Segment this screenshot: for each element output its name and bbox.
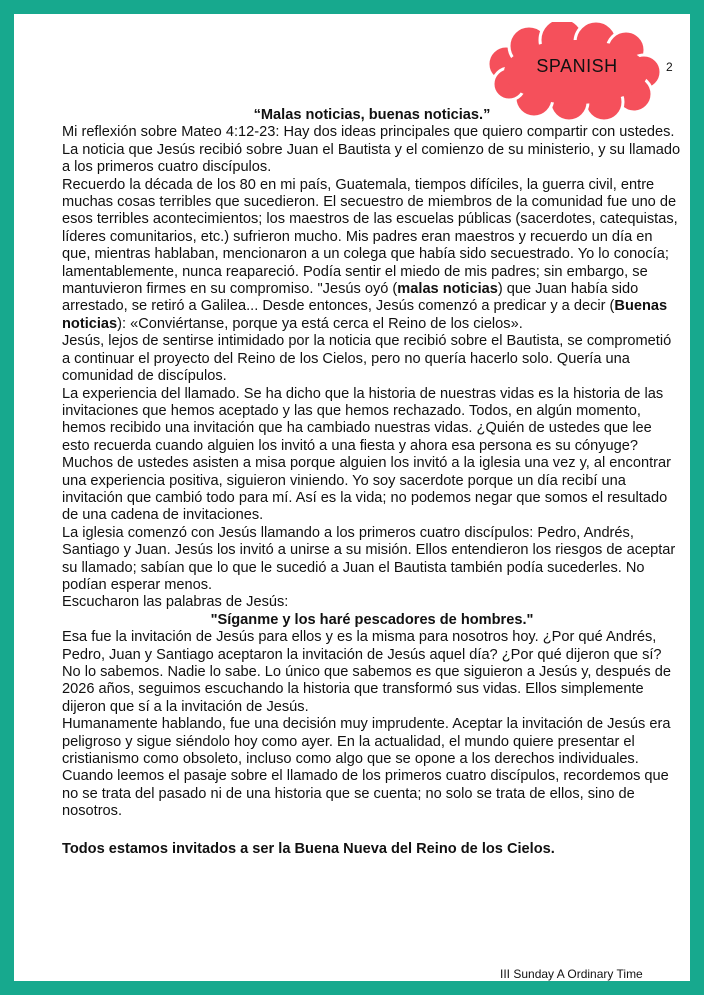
- text-span: Recuerdo la década de los 80 en mi país, Guatemala, tiempos difíciles, la guerra civil, entre muchas cosas terribles que sucedieron. El secuestro de miembros de la comunidad fue uno de esos terribles acontecimientos; los maestros de las escuelas públicas (sacerdotes, catequistas, líderes comunitarios, etc.) sufrieron mucho. Mis padres eran maestros y recuerdo un día en que, mientras hablaban, mencionaron a un colega que había sido secuestrado. Yo lo conocía; lamentablemente, nunca reapareció. Podía sentir el miedo de mis padres; sin embargo, se mantuvieron firmes en su compromiso. "Jesús oyó (: [62, 176, 678, 298]
- paragraph-jesus-commitment: Jesús, lejos de sentirse intimidado por la noticia que recibió sobre el Bautista, se comprometió a continuar el proyecto del Reino de los Cielos, pero no quería hacerlo solo. Quería una comunidad de discípulos.: [62, 333, 672, 385]
- paragraph-calling-experience: La experiencia del llamado. Se ha dicho que la historia de nuestras vidas es la historia de las invitaciones que hemos aceptado y las que hemos rechazado. Todos, en algún momento, hemos recibido una invitación que ha cambiado nuestras vidas. ¿Quién de ustedes que lee esto recuerda cuando alguien los invitó a una fiesta y ahora esa persona es su cónyuge? Muchos de ustedes asisten a misa porque alguien los invitó a la iglesia una vez y, al encontrar una experiencia positiva, siguieron viniendo. Yo soy sacerdote porque un día recibí una invitación que cambió todo para mí. Así es la vida; no podemos negar que somos el resultado de una cadena de invitaciones.: [62, 385, 671, 524]
- paragraph-invitation: Esa fue la invitación de Jesús para ellos y es la misma para nosotros hoy. ¿Por qué Andrés, Pedro, Juan y Santiago aceptaron la invitación de Jesús aquel día? ¿Por qué dijeron que sí? No lo sabemos. Nadie lo sabe. Lo único que sabemos es que siguieron a Jesús y, después de 2026 años, seguimos escuchando la historia que transformó sus vidas. Ellos simplemente dijeron que sí a la invitación de Jesús.: [62, 629, 671, 715]
- text-span: ) que Juan había sido arrestado, se retiró a Galilea... Desde entonces, Jesús comenzó a predicar y a decir (: [62, 281, 639, 315]
- paragraph-church-began: La iglesia comenzó con Jesús llamando a los primeros cuatro discípulos: Pedro, Andrés, Santiago y Juan. Jesús los invitó a unirse a su misión. Ellos entendieron los riesgos de aceptar su llamado; sabían que lo que le sucedió a Juan el Bautista también podía sucederles. No podían esperar menos.: [62, 524, 676, 593]
- closing-statement: Todos estamos invitados a ser la Buena Nueva del Reino de los Cielos.: [62, 840, 555, 857]
- paragraph-humanly-speaking: Humanamente hablando, fue una decisión muy imprudente. Aceptar la invitación de Jesús era peligroso y sigue siéndolo hoy como ayer. En la actualidad, el mundo quiere presentar el cristianismo como obsoleto, incluso como algo que se opone a los derechos individuales. Cuando leemos el pasaje sobre el llamado de los primeros cuatro discípulos, recordemos que no se trata del pasado ni de una historia que se cuenta; no solo se trata de ellos, sino de nosotros.: [62, 716, 671, 820]
- article-body: [62, 107, 682, 858]
- paragraph-heard-words: Escucharon las palabras de Jesús:: [62, 594, 289, 611]
- paragraph-intro: Mi reflexión sobre Mateo 4:12-23: Hay dos ideas principales que quiero compartir con ustedes. La noticia que Jesús recibió sobre Juan el Bautista y el comienzo de su ministerio, y su llamado a los primeros cuatro discípulos.: [62, 124, 681, 176]
- bold-good-news: Buenas noticias: [62, 298, 668, 332]
- text-span: ): «Conviértanse, porque ya está cerca el Reino de los cielos».: [117, 315, 523, 332]
- paragraph-guatemala: [62, 177, 682, 334]
- document-page: [14, 14, 690, 981]
- scripture-quote: "Síganme y los haré pescadores de hombres.": [210, 611, 534, 628]
- footer-label: III Sunday A Ordinary Time: [500, 967, 643, 981]
- bold-bad-news: malas noticias: [397, 281, 498, 298]
- language-badge-label: SPANISH: [536, 56, 618, 76]
- page-number: 2: [666, 60, 673, 74]
- article-title: “Malas noticias, buenas noticias.”: [253, 107, 491, 123]
